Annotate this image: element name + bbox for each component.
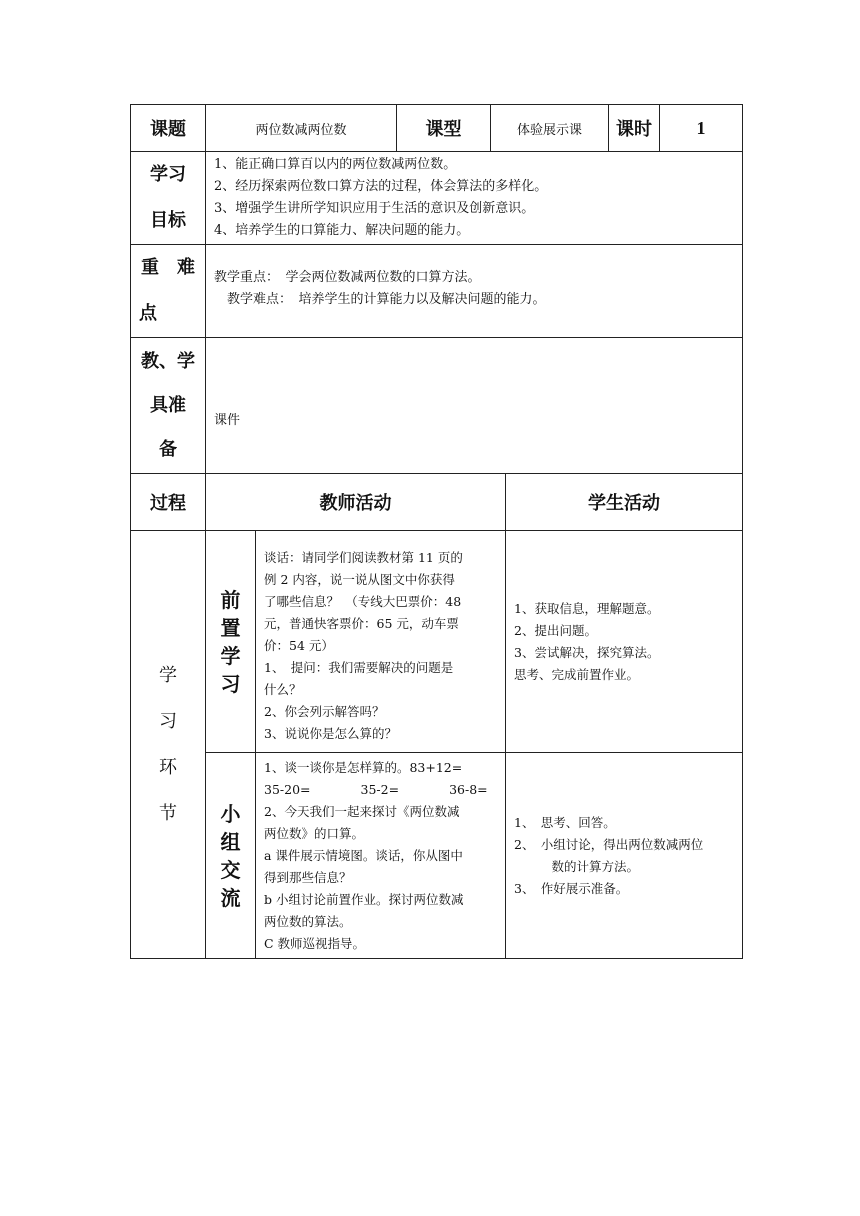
teaching-focus: 教学重点： 学会两位数减两位数的口算方法。 [214,270,481,285]
section-label-char: 环 [159,756,177,778]
header-row [131,105,743,152]
section-label-cell [131,531,206,959]
prep-label-2: 具准 [150,394,186,416]
teacher-activity-header: 教师活动 [206,474,506,531]
lesson-type-value: 体验展示课 [491,105,609,152]
goals-row [131,152,743,245]
teacher-line: 什么？ [264,681,302,697]
key-points-content [206,245,743,338]
student-line: 2、 小组讨论，得出两位数减两位 [514,836,704,852]
topic-label: 课题 [131,105,206,152]
key-points-label-cell [131,245,206,338]
teacher-line: 2、你会列示解答吗？ [264,703,385,719]
prep-label-3: 备 [159,438,177,460]
stage-name-char: 置 [220,615,241,640]
teacher-activity-cell [256,531,506,753]
teacher-line: 元，普通快客票价：65 元，动车票 [264,615,459,631]
section-label-char: 学 [159,664,177,686]
section-label-char: 节 [159,802,177,824]
student-line: 思考、完成前置作业。 [514,666,640,682]
teacher-line: 谈话：请同学们阅读教材第 11 页的 [264,549,463,565]
hours-value: 1 [660,105,743,152]
stage-name-char: 流 [220,885,241,910]
student-activity-cell [506,753,743,959]
lesson-plan-table [130,104,743,959]
stage-name-char: 交 [220,857,241,882]
teacher-line: b 小组讨论前置作业。探讨两位数减 [264,891,464,907]
teacher-line: a 课件展示情境图。谈话，你从图中 [264,847,463,863]
stage-name-char: 小 [220,801,241,826]
key-points-label-2: 点 [139,303,157,324]
stage-row [131,753,743,959]
goal-item: 4、培养学生的口算能力、解决问题的能力。 [214,223,470,238]
key-points-row [131,245,743,338]
student-line: 3、尝试解决，探究算法。 [514,644,660,660]
goals-label-2: 目标 [150,210,186,231]
prep-label-1: 教、学 [141,350,195,372]
student-activity-header: 学生活动 [506,474,743,531]
process-header-row [131,474,743,531]
teacher-line: 例 2 内容，说一说从图文中你获得 [264,571,455,587]
prep-label-cell [131,338,206,474]
stage-row [131,531,743,753]
teaching-difficulty: 教学难点： 培养学生的计算能力以及解决问题的能力。 [214,292,546,307]
section-label-char: 习 [159,710,177,732]
teacher-activity-cell [256,753,506,959]
stage-name-char: 学 [220,643,241,668]
goal-item: 2、经历探索两位数口算方法的过程，体会算法的多样化。 [214,179,548,194]
teacher-line: 了哪些信息？ （专线大巴票价：48 [264,593,462,609]
teacher-line: 1、 提问：我们需要解决的问题是 [264,659,454,675]
teacher-line: 2、今天我们一起来探讨《两位数减 [264,803,460,819]
student-line: 数的计算方法。 [514,858,640,874]
teacher-line: 得到那些信息？ [264,869,352,885]
teacher-line: 两位数》的口算。 [264,825,365,841]
prep-row [131,338,743,474]
teacher-line: C 教师巡视指导。 [264,935,366,951]
process-label: 过程 [131,474,206,531]
goal-item: 3、增强学生讲所学知识应用于生活的意识及创新意识。 [214,201,535,216]
goals-content [206,152,743,245]
hours-label: 课时 [609,105,660,152]
teacher-line: 两位数的算法。 [264,913,352,929]
teacher-line: 3、说说你是怎么算的？ [264,725,397,741]
goals-label-cell [131,152,206,245]
student-line: 1、 思考、回答。 [514,814,616,830]
prep-content: 课件 [206,338,743,474]
lesson-type-label: 课型 [397,105,491,152]
student-activity-cell [506,531,743,753]
teacher-line: 价：54 元） [264,637,334,653]
stage-name-char: 习 [220,671,241,696]
goals-label-1: 学习 [150,164,186,185]
student-line: 1、获取信息，理解题意。 [514,600,660,616]
stage-name-char: 组 [220,829,241,854]
student-line: 2、提出问题。 [514,622,597,638]
stage-name-cell [206,531,256,753]
topic-value: 两位数减两位数 [206,105,397,152]
teacher-line: 35-20= 35-2= 36-8= [264,781,488,797]
teacher-line: 1、谈一谈你是怎样算的。83+12= [264,759,463,775]
stage-name-char: 前 [220,587,241,612]
student-line: 3、 作好展示准备。 [514,880,629,896]
key-points-label-1: 重 难 [141,257,195,278]
goal-item: 1、能正确口算百以内的两位数减两位数。 [214,157,457,172]
stage-name-cell [206,753,256,959]
